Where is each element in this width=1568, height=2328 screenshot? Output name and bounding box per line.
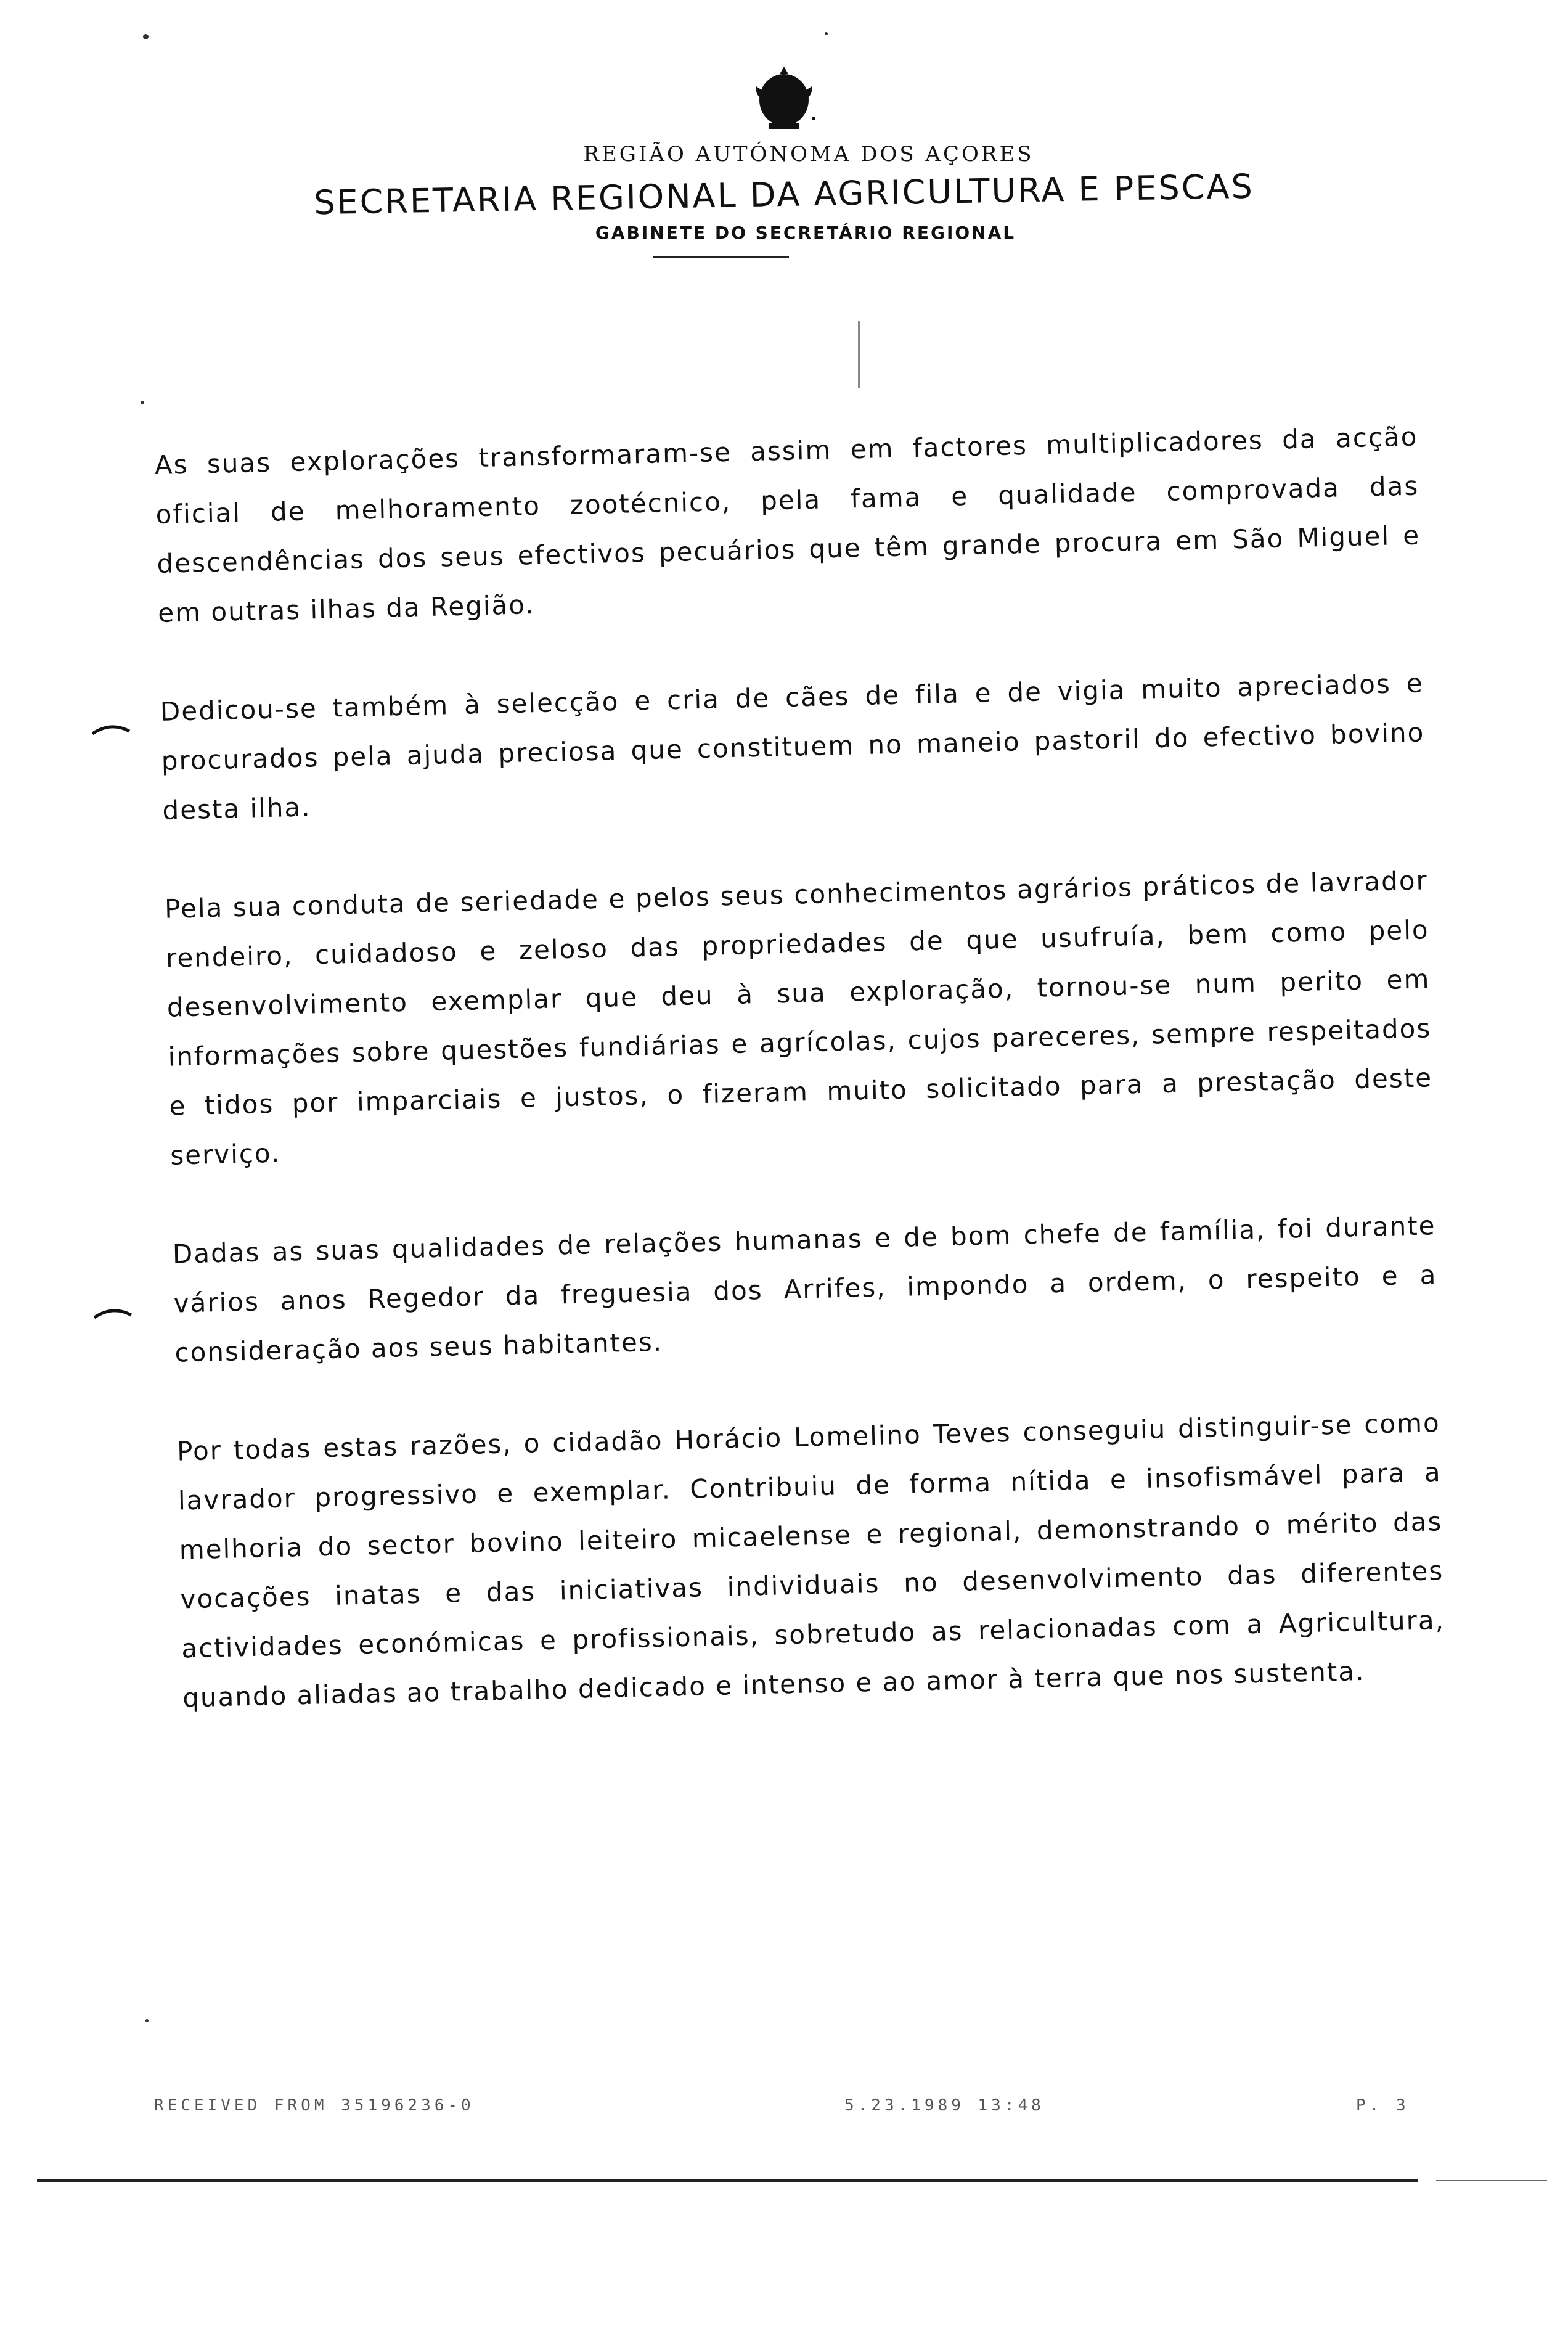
fax-speck [145,2019,149,2022]
secretaria-name: SECRETARIA REGIONAL DA AGRICULTURA E PESCAS [313,166,1255,223]
paragraph: As suas explorações transformaram-se assim em factores multiplicadores da acção oficial de melhoramento zootécnico, pela fama e qualidade comprovada das descendências dos seus efectivos pecuários que têm grande procura em São Miguel e em outras ilhas da Região. [154,421,1421,628]
letterhead-divider [653,256,789,258]
fax-timestamp: 5.23.1989 13:48 [844,2096,1045,2115]
region-name: REGIÃO AUTÓNOMA DOS AÇORES [583,142,1034,166]
fax-page-number: P. 3 [1356,2096,1410,2115]
margin-mark-icon [91,1304,134,1322]
gabinete-name: GABINETE DO SECRETÁRIO REGIONAL [595,223,1016,243]
paragraph: Pela sua conduta de seriedade e pelos seus conhecimentos agrários práticos de lavrador rendeiro, cuidadoso e zeloso das propriedades de que usufruía, bem como pelo desenvolvimento exemplar que deu à sua exploração, tornou-se num perito em informações sobre questões fundiárias e agrícolas, cujos pareceres, sempre respeitados e tidos por imparciais e justos, o fizeram muito solicitado para a prestação deste serviço. [164,865,1433,1171]
bottom-rule-segment [1436,2180,1547,2181]
fax-speck [143,34,149,39]
fax-speck [825,32,828,35]
margin-mark-icon [89,720,133,739]
paragraph: Por todas estas razões, o cidadão Horácio Lomelino Teves conseguiu distinguir-se como lavrador progressivo e exemplar. Contribuiu de forma nítida e insofismável para a melhoria do sector bovino leiteiro micaelense e regional, demonstrando o mérito das vocações inatas e das iniciativas individuais no desenvolvimento das diferentes actividades económicas e profissionais, sobretudo as relacionadas com a Agricultura, quando aliadas ao trabalho dedicado e intenso e ao amor à terra que nos sustenta. [176,1408,1445,1713]
bottom-rule [37,2179,1418,2182]
azores-coat-of-arms-icon [750,62,818,136]
fax-speck [858,321,860,388]
letterhead [0,62,1568,258]
letter-body [154,412,1447,1772]
fax-speck [141,401,144,404]
paragraph: Dedicou-se também à selecção e cria de cães de fila e de vigia muito apreciados e procurados pela ajuda preciosa que constituem no maneio pastoril do efectivo bovino desta ilha. [160,668,1425,826]
fax-received-from: RECEIVED FROM 35196236-0 [154,2096,475,2115]
paragraph: Dadas as suas qualidades de relações humanas e de bom chefe de família, foi durante vários anos Regedor da freguesia dos Arrifes, impondo a ordem, o respeito e a consideração aos seus habitantes. [172,1210,1437,1368]
